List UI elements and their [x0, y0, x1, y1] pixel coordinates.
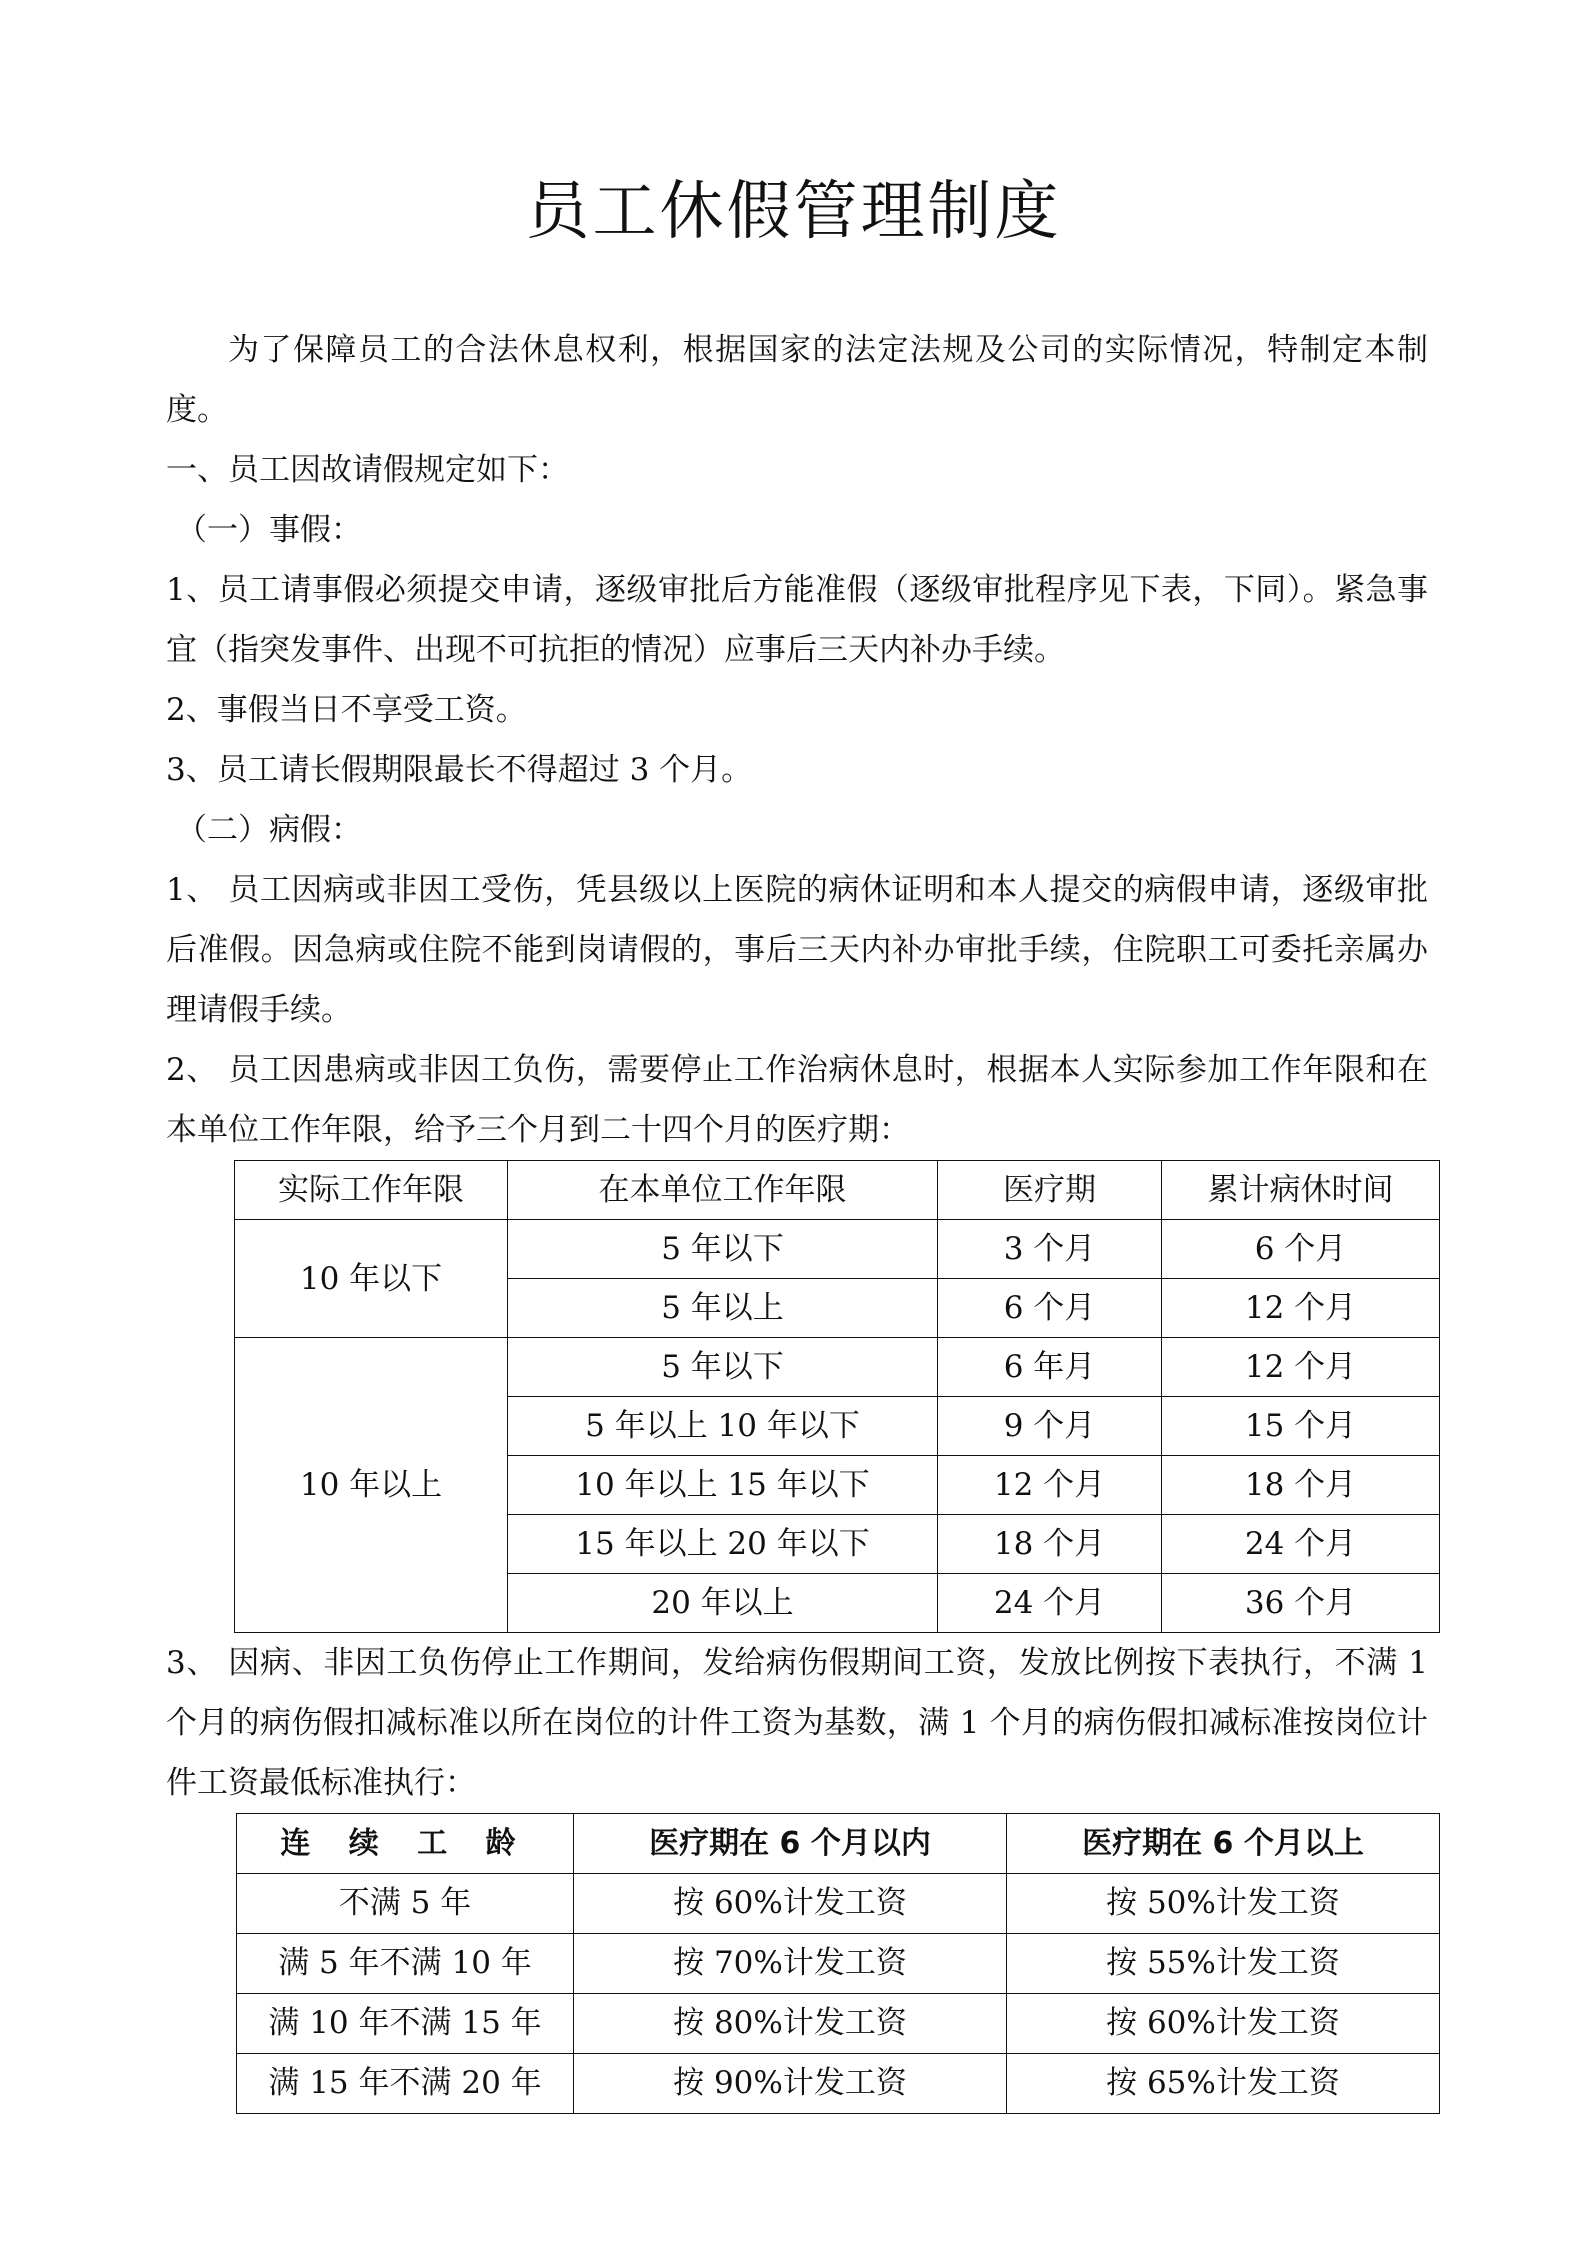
table-cell: 按 65%计发工资 — [1007, 2054, 1440, 2114]
sick-leave-item-3: 3、 因病、非因工负伤停止工作期间，发给病伤假期间工资，发放比例按下表执行，不满 1 个月的病伤假扣减标准以所在岗位的计件工资为基数，满 1 个月的病伤假扣减标准按岗位计件工资最低标准执行： — [166, 1645, 1428, 1801]
table-row — [237, 1934, 1440, 1994]
table-cell: 20 年以上 — [508, 1574, 938, 1633]
table-row — [237, 1874, 1440, 1934]
table-cell: 按 50%计发工资 — [1007, 1874, 1440, 1934]
personal-leave-item-3: 3、员工请长假期限最长不得超过 3 个月。 — [166, 752, 753, 788]
table-cell: 5 年以上 10 年以下 — [508, 1397, 938, 1456]
section-heading-1: 一、员工因故请假规定如下： — [166, 452, 569, 488]
table-header-row — [237, 1814, 1440, 1874]
table-row — [235, 1338, 1440, 1397]
table-cell: 12 个月 — [1162, 1279, 1440, 1338]
document-body — [166, 320, 1428, 2114]
table-cell: 不满 5 年 — [237, 1874, 574, 1934]
sick-leave-item-1: 1、 员工因病或非因工受伤，凭县级以上医院的病休证明和本人提交的病假申请，逐级审批后准假。因急病或住院不能到岗请假的，事后三天内补办审批手续，住院职工可委托亲属办理请假手续。 — [166, 872, 1428, 1028]
table-cell: 3 个月 — [938, 1220, 1162, 1279]
sick-pay-table — [236, 1813, 1440, 2114]
table-cell: 18 个月 — [938, 1515, 1162, 1574]
table-cell: 24 个月 — [938, 1574, 1162, 1633]
table-cell: 按 90%计发工资 — [574, 2054, 1007, 2114]
table-cell: 按 60%计发工资 — [1007, 1994, 1440, 2054]
header-cell: 医疗期 — [938, 1161, 1162, 1220]
table-cell: 满 10 年不满 15 年 — [237, 1994, 574, 2054]
document-title: 员工休假管理制度 — [525, 175, 1062, 249]
table-cell: 36 个月 — [1162, 1574, 1440, 1633]
table-cell: 12 个月 — [938, 1456, 1162, 1515]
personal-leave-item-1: 1、员工请事假必须提交申请，逐级审批后方能准假（逐级审批程序见下表，下同）。紧急事宜（指突发事件、出现不可抗拒的情况）应事后三天内补办手续。 — [166, 572, 1428, 668]
table-cell: 6 个月 — [1162, 1220, 1440, 1279]
table-cell: 9 个月 — [938, 1397, 1162, 1456]
group-cell-over-10: 10 年以上 — [235, 1338, 508, 1633]
table-cell: 5 年以上 — [508, 1279, 938, 1338]
table-row — [235, 1220, 1440, 1279]
table-cell: 5 年以下 — [508, 1220, 938, 1279]
table-cell: 24 个月 — [1162, 1515, 1440, 1574]
table-cell: 满 15 年不满 20 年 — [237, 2054, 574, 2114]
header-cell: 实际工作年限 — [235, 1161, 508, 1220]
personal-leave-heading: （一）事假： — [176, 512, 362, 548]
table-cell: 6 年月 — [938, 1338, 1162, 1397]
table-cell: 按 55%计发工资 — [1007, 1934, 1440, 1994]
table-cell: 18 个月 — [1162, 1456, 1440, 1515]
table-cell: 5 年以下 — [508, 1338, 938, 1397]
sick-leave-item-2: 2、 员工因患病或非因工负伤，需要停止工作治病休息时，根据本人实际参加工作年限和在本单位工作年限，给予三个月到二十四个月的医疗期： — [166, 1052, 1428, 1148]
personal-leave-item-2: 2、事假当日不享受工资。 — [166, 692, 527, 728]
medical-period-table — [234, 1160, 1440, 1633]
table-row — [237, 1994, 1440, 2054]
table-cell: 满 5 年不满 10 年 — [237, 1934, 574, 1994]
sick-leave-heading: （二）病假： — [176, 812, 362, 848]
table-cell: 15 个月 — [1162, 1397, 1440, 1456]
table-cell: 6 个月 — [938, 1279, 1162, 1338]
table-cell: 按 60%计发工资 — [574, 1874, 1007, 1934]
group-cell-under-10: 10 年以下 — [235, 1220, 508, 1338]
table-row — [237, 2054, 1440, 2114]
header-cell: 连 续 工 龄 — [237, 1814, 574, 1874]
table-cell: 12 个月 — [1162, 1338, 1440, 1397]
intro-paragraph: 为了保障员工的合法休息权利，根据国家的法定法规及公司的实际情况，特制定本制度。 — [166, 332, 1428, 428]
header-cell: 医疗期在 6 个月以上 — [1007, 1814, 1440, 1874]
header-cell: 累计病休时间 — [1162, 1161, 1440, 1220]
table-cell: 15 年以上 20 年以下 — [508, 1515, 938, 1574]
table-cell: 按 80%计发工资 — [574, 1994, 1007, 2054]
table-cell: 按 70%计发工资 — [574, 1934, 1007, 1994]
header-cell: 在本单位工作年限 — [508, 1161, 938, 1220]
header-cell: 医疗期在 6 个月以内 — [574, 1814, 1007, 1874]
table-cell: 10 年以上 15 年以下 — [508, 1456, 938, 1515]
table-header-row — [235, 1161, 1440, 1220]
